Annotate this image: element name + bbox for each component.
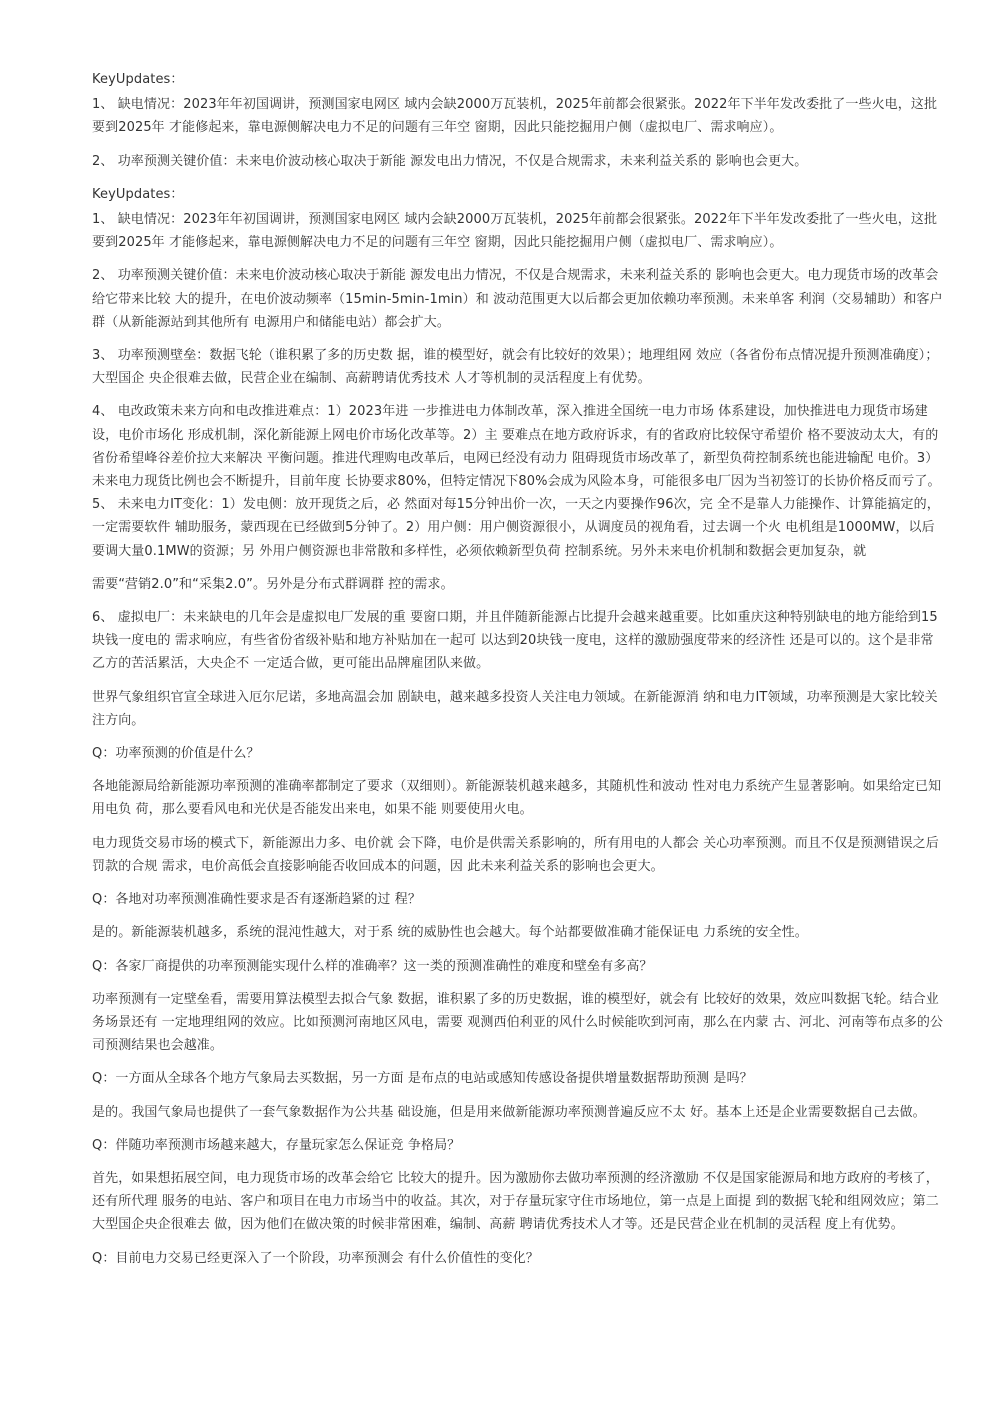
paragraph: 1、 缺电情况：2023年年初国调讲，预测国家电网区 域内会缺2000万瓦装机，2025年前都会很紧张。2022年下半年发改委批了一些火电，这批要到2025年 才能修起来，靠电源侧解决电力不足的问题有三年空 窗期，因此只能挖掘用户侧（虚拟电厂、需求响应）。 (92, 97, 938, 136)
paragraph: 各地能源局给新能源功率预测的准确率都制定了要求（双细则）。新能源装机越来越多，其随机性和波动 性对电力系统产生显著影响。如果给定已知用电负 荷，那么要看风电和光伏是否能发出来电，如果不能 则要使用火电。 (92, 779, 942, 818)
paragraph: 需要“营销2.0”和“采集2.0”。另外是分布式群调群 控的需求。 (92, 576, 454, 592)
document-page (92, 68, 944, 1388)
paragraph: 2、 功率预测关键价值：未来电价波动核心取决于新能 源发电出力情况，不仅是合规需求，未来利益关系的 影响也会更大。 (92, 153, 808, 169)
question: Q：伴随功率预测市场越来越大，存量玩家怎么保证竞 争格局？ (92, 1137, 461, 1153)
question: Q：目前电力交易已经更深入了一个阶段，功率预测会 有什么价值性的变化？ (92, 1250, 539, 1266)
question: Q：一方面从全球各个地方气象局去买数据，另一方面 是布点的电站或感知传感设备提供增量数据帮助预测 是吗？ (92, 1071, 753, 1087)
question: Q：功率预测的价值是什么？ (92, 746, 260, 762)
paragraph: 世界气象组织官宣全球进入厄尔尼诺，多地高温会加 剧缺电，越来越多投资人关注电力领域。在新能源消 纳和电力IT领域，功率预测是大家比较关注方向。 (92, 689, 938, 728)
paragraph: 功率预测有一定壁垒看，需要用算法模型去拟合气象 数据，谁积累了多的历史数据，谁的模型好，就会有 比较好的效果，效应叫数据飞轮。结合业务场景还有 一定地理组网的效应。比如预测河南地区风电，需要 观测西伯利亚的风什么时候能吹到河南，那么在内蒙 古、河北、河南等布点多的公司预测结果也会越准。 (92, 991, 944, 1054)
paragraph: 首先，如果想拓展空间，电力现货市场的改革会给它 比较大的提升。因为激励你去做功率预测的经济激励 不仅是国家能源局和地方政府的考核了，还有所代理 服务的电站、客户和项目在电力市场当中的收益。其次，对于存量玩家守住市场地位，第一点是上面提 到的数据飞轮和组网效应；第二大型国企央企很难去 做，因为他们在做决策的时候非常困难，编制、高薪 聘请优秀技术人才等。还是民营企业在机制的灵活程 度上有优势。 (92, 1170, 939, 1233)
paragraph: 1、 缺电情况：2023年年初国调讲，预测国家电网区 域内会缺2000万瓦装机，2025年前都会很紧张。2022年下半年发改委批了一些火电，这批要到2025年 才能修起来，靠电源侧解决电力不足的问题有三年空 窗期，因此只能挖掘用户侧（虚拟电厂、需求响应）。 (92, 212, 938, 251)
paragraph: 是的。新能源装机越多，系统的混沌性越大，对于系 统的威胁性也会越大。每个站都要做准确才能保证电 力系统的安全性。 (92, 925, 808, 941)
question: Q：各地对功率预测准确性要求是否有逐渐趋紧的过 程？ (92, 892, 421, 908)
question: Q：各家厂商提供的功率预测能实现什么样的准确率？这一类的预测准确性的难度和壁垒有多高？ (92, 958, 653, 974)
paragraph: 2、 功率预测关键价值：未来电价波动核心取决于新能 源发电出力情况，不仅是合规需求，未来利益关系的 影响也会更大。电力现货市场的改革会给它带来比较 大的提升，在电价波动频率（15min-5min-1min）和 波动范围更大以后都会更加依赖功率预测。未来单客 利润（交易辅助）和客户群（从新能源站到其他所有 电源用户和储能电站）都会扩大。 (92, 268, 943, 330)
paragraph: 3、 功率预测壁垒：数据飞轮（谁积累了多的历史数 据，谁的模型好，就会有比较好的效果）；地理组网 效应（各省份布点情况提升预测准确度）；大型国企 央企很难去做，民营企业在编制、高薪聘请优秀技术 人才等机制的灵活程度上有优势。 (92, 348, 939, 387)
paragraph: 6、 虚拟电厂：未来缺电的几年会是虚拟电厂发展的重 要窗口期，并且伴随新能源占比提升会越来越重要。比如重庆这种特别缺电的地方能给到15块钱一度电的 需求响应，有些省份省级补贴和地方补贴加在一起可 以达到20块钱一度电，这样的激励强度带来的经济性 还是可以的。这个是非常乙方的苦活累活，大央企不 一定适合做，更可能出品牌雇团队来做。 (92, 610, 938, 672)
paragraph: 是的。我国气象局也提供了一套气象数据作为公共基 础设施，但是用来做新能源功率预测普遍反应不太 好。基本上还是企业需要数据自己去做。 (92, 1104, 926, 1120)
paragraph: 电力现货交易市场的模式下，新能源出力多、电价就 会下降，电价是供需关系影响的，所有用电的人都会 关心功率预测。而且不仅是预测错误之后罚款的合规 需求，电价高低会直接影响能否收回成本的问题，因 此未来利益关系的影响也会更大。 (92, 835, 939, 874)
paragraph: 4、 电改政策未来方向和电改推进难点：1）2023年进 一步推进电力体制改革，深入推进全国统一电力市场 体系建设，加快推进电力现货市场建设，电价市场化 形成机制，深化新能源上网电价市场化改革等。2）主 要难点在地方政府诉求，有的省政府比较保守希望价 格不要波动太大，有的省份希望峰谷差价拉大来解决 平衡问题。推进代理购电改革后，电网已经没有动力 阻碍现货市场改革了，新型负荷控制系统也能进输配 电价。3）未来电力现货比例也会不断提升，目前年度 长协要求80%，但特定情况下80%会成为风险本身，可能很多电厂因为当初签订的长协价格反而亏了。5、 未来电力IT变化：1）发电侧：放开现货之后，必 然面对每15分钟出价一次，一天之内要操作96次，完 全不是靠人力能操作、计算能搞定的，一定需要软件 辅助服务，蒙西现在已经做到5分钟了。2）用户侧：用户侧资源很小，从调度员的视角看，过去调一个火 电机组是1000MW，以后要调大量0.1MW的资源；另 外用户侧资源也非常散和多样性，必须依赖新型负荷 控制系统。另外未来电价机制和数据会更加复杂，就 (92, 404, 941, 559)
paragraph: KeyUpdates： (92, 72, 184, 87)
paragraph: KeyUpdates： (92, 186, 184, 202)
